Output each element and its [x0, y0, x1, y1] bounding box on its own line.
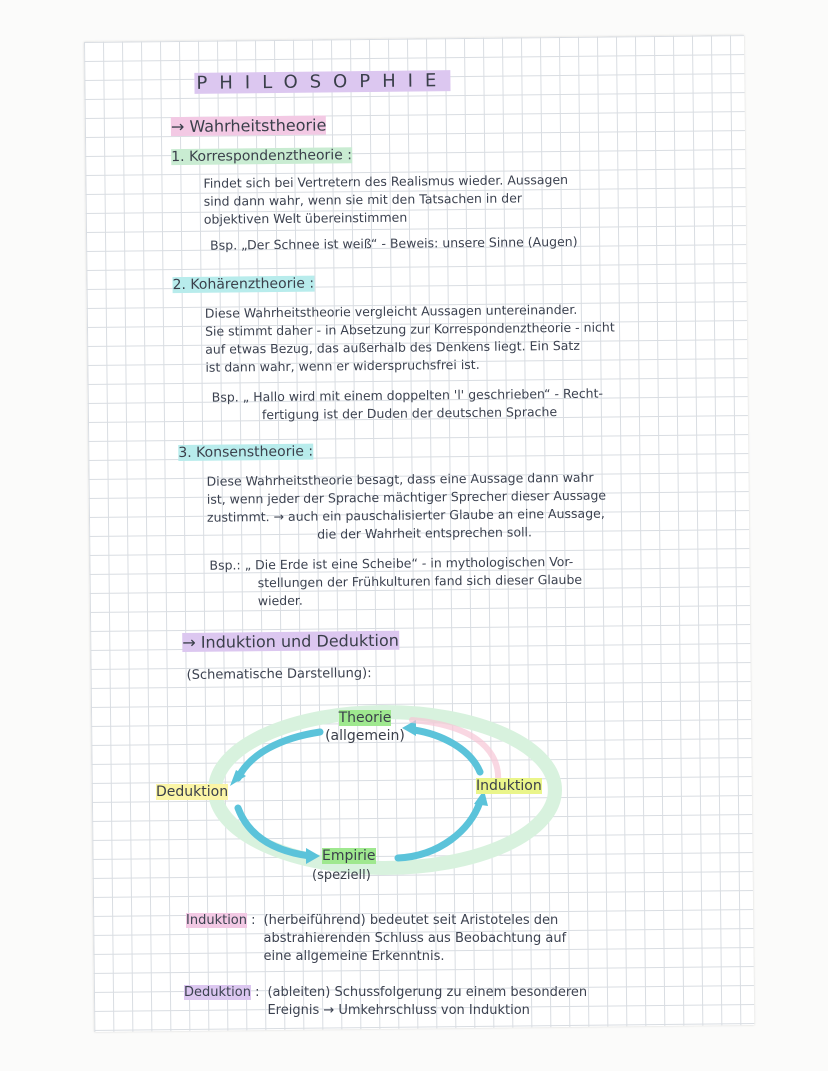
- section-subheading: (Schematische Darstellung):: [186, 666, 372, 683]
- theory-example-kohaerenz: Bsp. „ Hallo wird mit einem doppelten 'l' geschrieben“ - Recht- fertigung ist der Duden der deutschen Sprache: [211, 385, 604, 423]
- theory-heading-konsens: 3. Konsenstheorie :: [178, 443, 314, 462]
- section-heading-induktion-deduktion: → Induktion und Deduktion: [182, 630, 399, 653]
- definition-induktion: Induktion : (herbeiführend) bedeutet seit Aristoteles den abstrahierenden Schluss aus Beobachtung auf eine allgemeine Erkenntnis.: [186, 913, 567, 964]
- definition-term-induktion: Induktion :: [186, 913, 256, 928]
- diagram-node-empirie: Empirie: [322, 848, 376, 864]
- diagram-node-empirie-sub: (speziell): [312, 868, 371, 883]
- theory-text-korrespondenz: Findet sich bei Vertretern des Realismus wieder. Aussagen sind dann wahr, wenn sie mit den Tatsachen in der objektiven Welt übereinstimmen: [203, 171, 569, 227]
- page-title: PHILOSOPHIE: [196, 70, 449, 94]
- theory-text-konsens: Diese Wahrheitstheorie besagt, dass eine Aussage dann wahr ist, wenn jeder der Sprache mächtiger Sprecher dieser Aussage zustimmt. → auch ein pauschalisierter Glaube an eine Aussage, die der Wahrheit entsprechen soll.: [206, 469, 607, 542]
- induction-deduction-diagram: [150, 690, 620, 900]
- theory-heading-korrespondenz: 1. Korrespondenztheorie :: [171, 147, 353, 166]
- theory-example-korrespondenz: Bsp. „Der Schnee ist weiß“ - Beweis: unsere Sinne (Augen): [210, 233, 578, 253]
- section-heading-wahrheitstheorie: → Wahrheitstheorie: [170, 115, 327, 137]
- definition-term-deduktion: Deduktion :: [184, 985, 260, 1000]
- definition-deduktion: Deduktion : (ableiten) Schussfolgerung zu einem besonderen Ereignis → Umkehrschluss von Induktion: [184, 985, 588, 1018]
- diagram-node-deduktion: Deduktion: [156, 784, 229, 800]
- arrow-deduction-to-empirie: [238, 808, 310, 856]
- diagram-node-induktion: Induktion: [476, 778, 542, 794]
- theory-text-kohaerenz: Diese Wahrheitstheorie vergleicht Aussagen untereinander. Sie stimmt daher - in Absetzung zur Korrespondenztheorie - nicht auf etwas Bezug, das außerhalb des Denkens liegt. Ein Satz ist dann wahr, wenn er widerspruchsfrei ist.: [204, 301, 615, 375]
- theory-example-konsens: Bsp.: „ Die Erde ist eine Scheibe“ - in mythologischen Vor- stellungen der Frühkulturen fand sich dieser Glaube wieder.: [209, 553, 583, 609]
- theory-heading-kohaerenz: 2. Kohärenztheorie :: [172, 275, 315, 294]
- diagram-node-theorie-sub: (allgemein): [325, 728, 405, 744]
- diagram-node-theorie: Theorie: [338, 710, 392, 726]
- arrow-empirie-to-induction: [398, 802, 480, 858]
